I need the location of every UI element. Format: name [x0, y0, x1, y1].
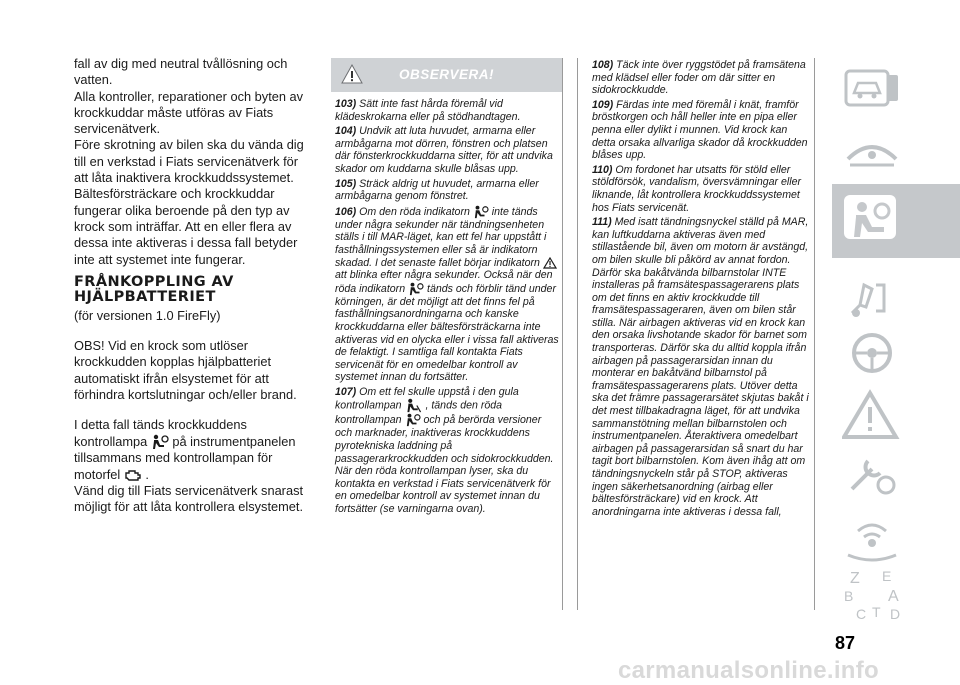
paragraph: Före skrotning av bilen ska du vända dig till en verkstad i Fiats servicenätverk för att låta inaktivera krockkuddssystemet. — [74, 137, 304, 186]
paragraph: I detta fall tänds krockkuddens kontrollampa på instrumentpanelen tillsammans med kontrollampan för motorfel . — [74, 417, 296, 482]
page-number: 87 — [835, 633, 856, 653]
paragraph: Bältesförsträckare och krockkuddar fungerar olika beroende på den typ av krock som inträffar. Att en eller flera av dessa inte aktiveras i dessa fall betyder inte att systemet inte fungerar. — [74, 186, 298, 267]
index-icon[interactable] — [832, 560, 960, 620]
passenger-airbag-off-icon — [405, 398, 423, 413]
note-item: 108) Täck inte över ryggstödet på framsätena med klädsel eller foder om där sitter en sidokrockkudde. — [592, 59, 806, 97]
airbag-warning-icon — [405, 413, 421, 427]
note-item: 105) Sträck aldrig ut huvudet, armarna eller armbågarna genom fönstret. — [335, 177, 539, 203]
observera-body — [331, 92, 562, 516]
note-item: 103) Sätt inte fast hårda föremål vid klädeskrokarna eller på stödhandtagen. — [335, 98, 521, 123]
svg-text:T: T — [872, 604, 881, 620]
observera-header — [331, 58, 562, 92]
svg-text:A: A — [888, 588, 899, 605]
airbag-warning-icon — [151, 434, 169, 450]
observera-box — [331, 58, 563, 610]
watermark: carmanualsonline.info — [618, 657, 880, 684]
airbag-warning-icon — [408, 282, 424, 296]
safety-icon[interactable] — [832, 184, 960, 258]
engine-fault-icon — [124, 469, 142, 482]
paragraph: Alla kontroller, reparationer och byten av krockkuddar måste utföras av Fiats servicenätverk. — [74, 88, 304, 137]
notes-column — [577, 58, 815, 610]
note-item: 106) Om den röda indikatorn inte tänds under några sekunder när tändningsenheten ställs i till MAR-läget, kan ett fel har uppstått i fasthållningssystemen eller så är indikatorn skadad. I det senaste fallet börjar indikatorn att blinka efter några sekunder. Också när den röda indikatorn tänds och förblir tänd under körningen, är det möjligt att det finns fel på fasthållningsanordningarna och kanske krockkuddarna eller bältesförsträckarna inte aktiveras vid en olycka eller i vissa fall aktiveras de felaktigt. I samtliga fall kontakta Fiats servicenät för en omedelbar kontroll av systemet innan du fortsätter. — [335, 205, 559, 384]
paragraph: OBS! Vid en krock som utlöser krockkudden kopplas hjälpbatteriet automatiskt ifrån elsystemet för att förhindra kortslutningar och/eller brand. — [74, 338, 297, 403]
paragraph: Vänd dig till Fiats servicenätverk snarast möjligt för att låta kontrollera elsystemet. — [74, 482, 304, 515]
section-subheading: (för versionen 1.0 FireFly) — [74, 307, 221, 323]
car-info-icon[interactable] — [832, 58, 960, 128]
section-heading: FRÅNKOPPLING AV HJÄLPBATTERIET — [74, 273, 234, 306]
main-text-column — [74, 56, 306, 515]
svg-text:B: B — [844, 588, 854, 604]
svg-text:C: C — [856, 606, 867, 622]
index-letter: Z — [850, 570, 860, 587]
warning-triangle-icon — [543, 257, 557, 269]
notes-body — [578, 58, 814, 518]
note-item: 104) Undvik att luta huvudet, armarna eller armbågarna mot dörren, fönstren och platsen där fönsterkrockkuddarna sitter, för att undvika skador om kuddarna skulle blåsas upp. — [335, 125, 553, 175]
observera-title: OBSERVERA! — [398, 67, 494, 82]
paragraph: fall av dig med neutral tvållösning och vatten. — [74, 56, 288, 88]
svg-text:D: D — [890, 606, 901, 622]
note-item: 107) Om ett fel skulle uppstå i den gula kontrollampan , tänds den röda kontrollampan och på berörda versioner och marknader, inaktiveras krockkuddens pyrotekniska laddning på passagerarkrockkudden och sidokrockkudden. När den röda kontrollampan lyser, ska du kontakta en verkstad i Fiats servicenätverk för en omedelbar kontroll av systemet innan du fortsätter (se varningarna ovan). — [335, 385, 554, 516]
chapter-sidebar — [832, 58, 960, 622]
svg-text:E: E — [882, 568, 892, 584]
dashboard-icon[interactable] — [832, 122, 960, 192]
airbag-warning-icon — [473, 205, 489, 219]
note-item: 109) Färdas inte med föremål i knät, framför bröstkorgen och håll heller inte en pipa eller penna eller dylikt i munnen. Vid krock kan detta orsaka allvarliga skador då krockkudden blåses upp. — [592, 98, 808, 162]
note-item: 111) Med isatt tändningsnyckel ställd på MAR, kan luftkuddarna aktiveras även med stillastående bil, även om motorn är avstängd, om bilen skulle bli påkörd av annat fordon. Därför ska bakåtvända bilbarnstolar INTE installeras på framsätespassagerarens plats om det finns en aktiv krockkudde till framsätespassageraren, även om bilen står stilla. När airbagen aktiveras vid en krock kan den orsaka livshotande skador för barnet som transporteras. Därför ska du alltid koppla ifrån airbagen på passagerarsidan innan du monterar en bakåtvänd bilbarnstol på framsätespassagerarens plats. Utöver detta ska det främre passagerarsätet skjutas bakåt i det mest tillbakadragna läget, för att undvika sammanstötning mellan bilbarnstolen och instrumentpanelen. Återaktivera omedelbart airbagen på passagerarsidan så snart du har tagit bort bilbarnstolen. Kom även ihåg att om tändningsnyckeln står på STOP, aktiveras ingen säkerhetsanordning (airbag eller bältesförsträckare) vid en krock. Att anordningarna inte aktiveras i dessa fall, — [592, 216, 809, 518]
warning-icon[interactable] — [832, 382, 960, 452]
note-item: 110) Om fordonet har utsatts för stöld eller stöldförsök, vandalism, översvämningar eller liknande, låt kontrollera krockkuddssystemet hos Fiats servicenät. — [592, 163, 802, 214]
